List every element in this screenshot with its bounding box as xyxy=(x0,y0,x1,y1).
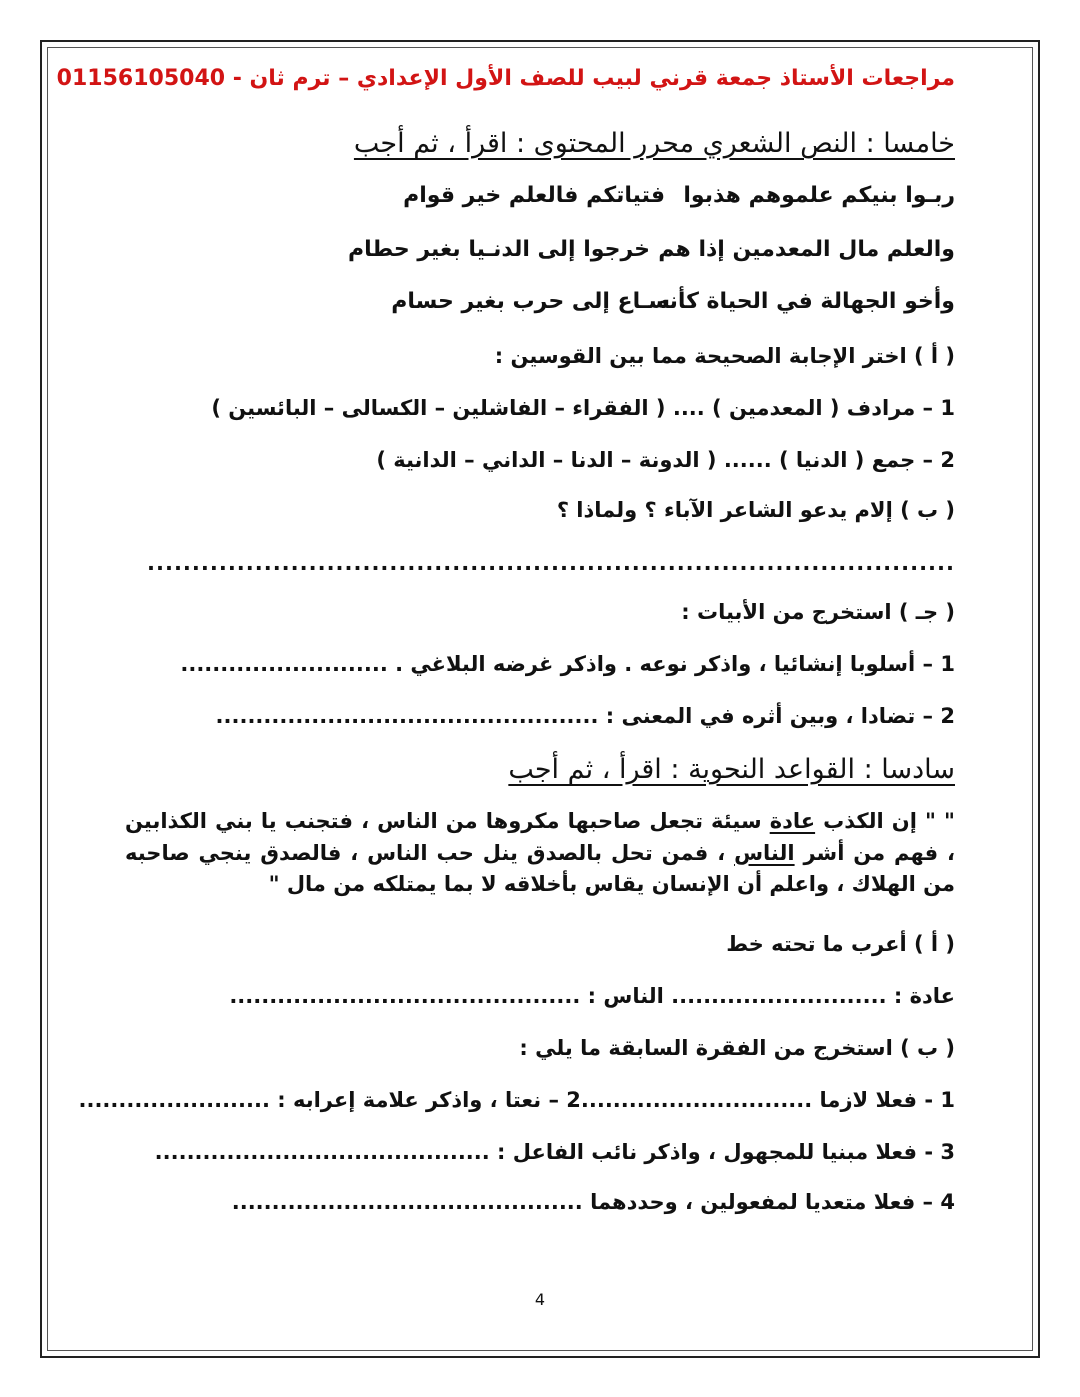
question6-b4: 4 – فعلا متعديا لمفعولين ، وحددهما ............................................ xyxy=(231,1190,955,1214)
grammar-paragraph: " " إن الكذب عادة سيئة تجعل صاحبها مكروها من الناس ، فتجنب يا بني الكذابين ، فهم من أشر الناس ، فمن تحل بالصدق ينل حب الناس ، فالصدق ينجي صاحبه من الهلاك ، واعلم أن الإنسان يقاس بأخلاقه لا بما يمتلكه من مال " xyxy=(125,809,955,896)
page-header: مراجعات الأستاذ جمعة قرني لبيب للصف الأول الإعدادي – ترم ثان - 01156105040 xyxy=(56,66,955,91)
question6-b3: 3 - فعلا مبنيا للمجهول ، واذكر نائب الفاعل : .......................................... xyxy=(154,1140,955,1164)
question6-a-line: عادة : ........................... الناس : ............................................ xyxy=(229,984,955,1008)
question-a2: 2 – جمع ( الدنيا ) ...... ( الدونة – الدنا – الداني – الدانية ) xyxy=(376,448,955,472)
question6-b1: 1 - فعلا لازما .............................2 – نعتا ، واذكر علامة إعرابه : ........................ xyxy=(78,1088,955,1112)
answer-line-b: .......................................................................................... xyxy=(147,551,955,575)
question-b: ( ب ) إلام يدعو الشاعر الآباء ؟ ولماذا ؟ xyxy=(556,498,955,522)
underlined-word-aada: عادة xyxy=(769,809,816,833)
question-c: ( جـ ) استخرج من الأبيات : xyxy=(681,600,955,624)
question-a-choose: ( أ ) اختر الإجابة الصحيحة مما بين القوسين : xyxy=(494,344,955,368)
verse-3-second: سـاع إلى حرب بغير حسام xyxy=(391,289,670,314)
verse-1-second: فتياتكم فالعلم خير قوام xyxy=(403,183,665,208)
section6-title: سادسا : القواعد النحوية : اقرأ ، ثم أجب xyxy=(508,754,955,785)
question6-a: ( أ ) أعرب ما تحته خط xyxy=(726,932,955,956)
question6-b: ( ب ) استخرج من الفقرة السابقة ما يلي : xyxy=(519,1036,955,1060)
underlined-word-alnas: الناس xyxy=(734,840,795,865)
question-c2: 2 – تضادا ، وبين أثره في المعنى : ................................................ xyxy=(215,704,955,728)
page-number: 4 xyxy=(534,1290,546,1309)
question-a1: 1 – مرادف ( المعدمين ) .... ( الفقراء – الفاشلين – الكسالى – البائسين ) xyxy=(211,396,955,420)
verse-3-first: وأخو الجهالة في الحياة كأنه xyxy=(656,289,955,314)
verse-2-second: خرجوا إلى الدنـيا بغير حطام xyxy=(348,237,650,262)
question-c1: 1 – أسلوبا إنشائيا ، واذكر نوعه . واذكر غرضه البلاغي . .......................... xyxy=(180,652,955,676)
section5-title: خامسا : النص الشعري محرر المحتوى : اقرأ ، ثم أجب xyxy=(353,128,955,159)
verse-2-first: والعلم مال المعدمين إذا هم xyxy=(658,237,955,262)
verse-1-first: ربـوا بنيكم علموهم هذبوا xyxy=(683,183,955,208)
